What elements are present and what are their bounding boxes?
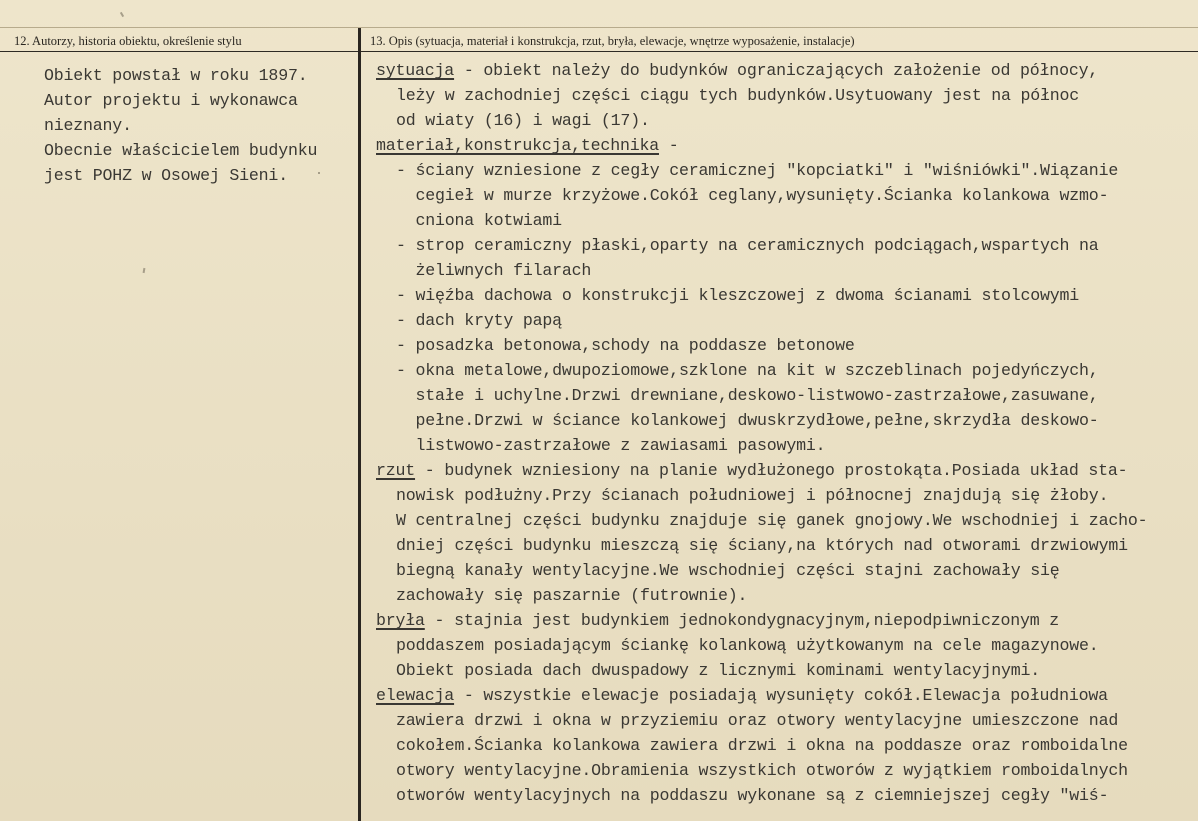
typed-line: Autor projektu i wykonawca bbox=[44, 91, 298, 110]
typed-line bbox=[376, 683, 1147, 708]
typed-line bbox=[376, 383, 1147, 408]
line-text: dniej części budynku mieszczą się ściany,na których nad otworami drzwiowymi bbox=[396, 536, 1128, 555]
line-text: nowisk podłużny.Przy ścianach południowej i północnej znajdują się żłoby. bbox=[396, 486, 1109, 505]
section-13-header: 13. Opis (sytuacja, materiał i konstrukcja, rzut, bryła, elewacje, wnętrze wyposażenie, instalacje) bbox=[370, 34, 855, 48]
section-label: materiał,konstrukcja,technika bbox=[376, 136, 659, 155]
line-text: listwowo-zastrzałowe z zawiasami pasowymi. bbox=[396, 436, 826, 455]
line-text: żeliwnych filarach bbox=[396, 261, 592, 280]
line-text: - obiekt należy do budynków ograniczających założenie od północy, bbox=[454, 61, 1099, 80]
typed-line bbox=[376, 233, 1147, 258]
line-text: stałe i uchylne.Drzwi drewniane,deskowo-listwowo-zastrzałowe,zasuwane, bbox=[396, 386, 1099, 405]
line-text: otworów wentylacyjnych na poddaszu wykonane są z ciemniejszej cegły "wiś- bbox=[396, 786, 1109, 805]
description-text bbox=[376, 58, 1147, 808]
typed-line: jest POHZ w Osowej Sieni. bbox=[44, 166, 288, 185]
line-text: cegieł w murze krzyżowe.Cokół ceglany,wysunięty.Ścianka kolankowa wzmo- bbox=[396, 186, 1109, 205]
section-label: rzut bbox=[376, 461, 416, 480]
typed-line bbox=[376, 258, 1147, 283]
section-label: elewacja bbox=[376, 686, 455, 705]
typed-line bbox=[376, 508, 1147, 533]
line-text: - dach kryty papą bbox=[396, 311, 562, 330]
typed-line bbox=[376, 583, 1147, 608]
typed-line bbox=[376, 733, 1147, 758]
typed-line bbox=[376, 108, 1147, 133]
line-text: poddaszem posiadającym ściankę kolankową użytkowanym na cele magazynowe. bbox=[396, 636, 1099, 655]
typed-line bbox=[376, 358, 1147, 383]
typed-line bbox=[376, 758, 1147, 783]
typed-line bbox=[376, 408, 1147, 433]
line-text: - wszystkie elewacje posiadają wysunięty cokół.Elewacja południowa bbox=[454, 686, 1108, 705]
section-12-header: 12. Autorzy, historia obiektu, określenie stylu bbox=[14, 34, 242, 48]
line-text: biegną kanały wentylacyjne.We wschodniej części stajni zachowały się bbox=[396, 561, 1060, 580]
typed-line bbox=[376, 83, 1147, 108]
section-label: bryła bbox=[376, 611, 425, 630]
line-text: - stajnia jest budynkiem jednokondygnacyjnym,niepodpiwniczonym z bbox=[424, 611, 1060, 630]
typed-line bbox=[376, 458, 1147, 483]
line-text: - ściany wzniesione z cegły ceramicznej "kopciatki" i "wiśniówki".Wiązanie bbox=[396, 161, 1119, 180]
typed-line bbox=[376, 608, 1147, 633]
line-text: - bbox=[658, 136, 679, 155]
typed-line: nieznany. bbox=[44, 116, 132, 135]
top-edge-line bbox=[0, 27, 1198, 28]
line-text: otwory wentylacyjne.Obramienia wszystkich otworów z wyjątkiem romboidalnych bbox=[396, 761, 1128, 780]
typed-line bbox=[376, 58, 1147, 83]
typed-line bbox=[376, 308, 1147, 333]
typed-line bbox=[376, 708, 1147, 733]
line-text: - okna metalowe,dwupoziomowe,szklone na kit w szczeblinach pojedyńczych, bbox=[396, 361, 1099, 380]
typed-line bbox=[376, 533, 1147, 558]
typed-line bbox=[376, 283, 1147, 308]
column-divider bbox=[358, 28, 361, 821]
typed-line bbox=[376, 158, 1147, 183]
typed-line bbox=[376, 483, 1147, 508]
typed-line bbox=[376, 208, 1147, 233]
line-text: W centralnej części budynku znajduje się ganek gnojowy.We wschodniej i zacho- bbox=[396, 511, 1148, 530]
typed-line bbox=[376, 433, 1147, 458]
line-text: cokołem.Ścianka kolankowa zawiera drzwi i okna na poddasze oraz romboidalne bbox=[396, 736, 1128, 755]
section-label: sytuacja bbox=[376, 61, 455, 80]
typed-line bbox=[376, 133, 1147, 158]
line-text: pełne.Drzwi w ściance kolankowej dwuskrzydłowe,pełne,skrzydła deskowo- bbox=[396, 411, 1099, 430]
typed-line: Obecnie właścicielem budynku bbox=[44, 141, 318, 160]
line-text: - budynek wzniesiony na planie wydłużonego prostokąta.Posiada układ sta- bbox=[415, 461, 1128, 480]
typed-line: Obiekt powstał w roku 1897. bbox=[44, 66, 308, 85]
line-text: od wiaty (16) i wagi (17). bbox=[396, 111, 650, 130]
line-text: Obiekt posiada dach dwuspadowy z licznymi kominami wentylacyjnymi. bbox=[396, 661, 1041, 680]
line-text: cniona kotwiami bbox=[396, 211, 562, 230]
paper-speck bbox=[318, 172, 320, 174]
line-text: zachowały się paszarnie (futrownie). bbox=[396, 586, 748, 605]
typed-line bbox=[376, 558, 1147, 583]
authors-history-text bbox=[44, 63, 317, 188]
typed-line bbox=[376, 333, 1147, 358]
line-text: leży w zachodniej części ciągu tych budynków.Usytuowany jest na północ bbox=[396, 86, 1080, 105]
typed-line bbox=[376, 783, 1147, 808]
header-rule bbox=[0, 51, 1198, 52]
line-text: zawiera drzwi i okna w przyziemiu oraz otwory wentylacyjne umieszczone nad bbox=[396, 711, 1119, 730]
paper-speck bbox=[143, 268, 146, 273]
typed-line bbox=[376, 183, 1147, 208]
typed-line bbox=[376, 658, 1147, 683]
line-text: - strop ceramiczny płaski,oparty na ceramicznych podciągach,wspartych na bbox=[396, 236, 1099, 255]
paper-speck bbox=[120, 12, 124, 17]
line-text: - posadzka betonowa,schody na poddasze betonowe bbox=[396, 336, 855, 355]
typed-line bbox=[376, 633, 1147, 658]
line-text: - więźba dachowa o konstrukcji kleszczowej z dwoma ścianami stolcowymi bbox=[396, 286, 1080, 305]
